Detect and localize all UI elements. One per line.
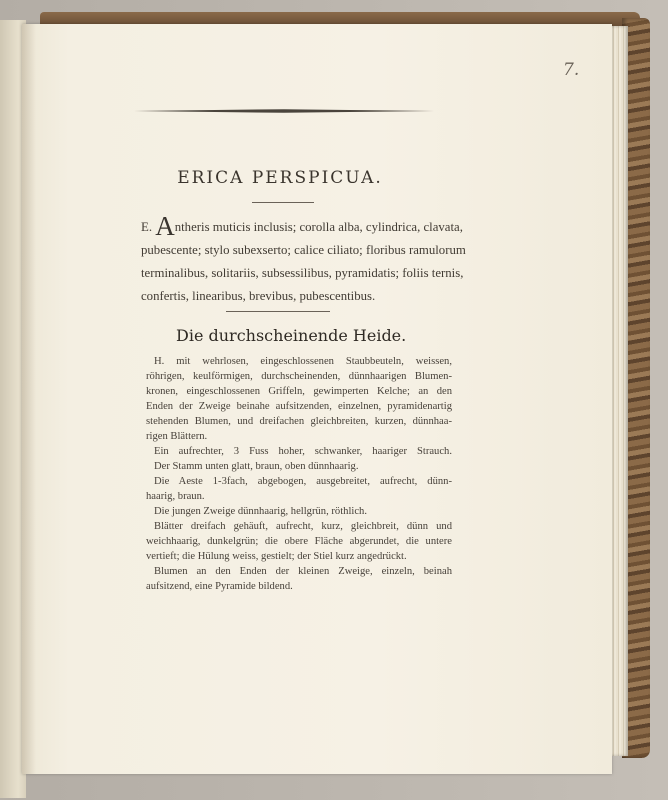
german-line: kronen, eingeschlossenen Griffeln, gewimperten Kelche; an den [146, 386, 452, 397]
german-line: Enden der Zweige beinahe aufsitzenden, einzelnen, pyramidenartig [146, 401, 452, 412]
latin-line-1: E. Antheris muticis inclusis; corolla alba, cylindrica, clavata, [141, 211, 463, 241]
german-line: Blumen an den Enden der kleinen Zweige, einzeln, beinah [154, 566, 452, 577]
ornamental-rule [134, 108, 434, 114]
latin-initial: A [155, 211, 175, 241]
page-gutter-shadow [22, 24, 36, 774]
german-line: rigen Blättern. [146, 431, 208, 442]
german-line: Blätter dreifach gehäuft, aufrecht, kurz, gleichbreit, dünn und [154, 521, 452, 532]
german-line: Die Aeste 1-3fach, abgebogen, ausgebreitet, aufrecht, dünn- [154, 476, 452, 487]
latin-description [141, 211, 466, 308]
german-description [146, 354, 452, 594]
german-line: vertieft; die Hülung weiss, gestielt; der Stiel kurz angedrückt. [146, 551, 407, 562]
latin-line-3: terminalibus, solitariis, subsessilibus, pyramidatis; foliis ternis, [141, 266, 464, 280]
german-line: Der Stamm unten glatt, braun, oben dünnhaarig. [154, 461, 359, 472]
german-line: Die jungen Zweige dünnhaarig, hellgrün, röthlich. [154, 506, 367, 517]
german-line: haarig, braun. [146, 491, 205, 502]
section-rule [226, 311, 330, 312]
german-line: stehenden Blumen, und dreifachen gleichbreiten, kurzen, dünnhaa- [146, 416, 452, 427]
species-title: ERICA PERSPICUA. [177, 168, 383, 188]
latin-line-4: confertis, linearibus, brevibus, pubescentibus. [141, 289, 376, 303]
german-line: röhrigen, keulförmigen, durchscheinenden, dünnhaarigen Blumen- [146, 371, 452, 382]
title-rule [252, 202, 314, 203]
german-title: Die durchscheinende Heide. [176, 326, 407, 345]
german-line: aufsitzend, eine Pyramide bildend. [146, 581, 293, 592]
latin-line-1-text: ntheris muticis inclusis; corolla alba, cylindrica, clavata, [174, 220, 463, 234]
german-line: H. mit wehrlosen, eingeschlossenen Staubbeuteln, weissen, [154, 356, 452, 367]
latin-line-2: pubescente; stylo subexserto; calice ciliato; floribus ramulorum [141, 243, 466, 257]
german-line: Ein aufrechter, 3 Fuss hoher, schwanker, haariger Strauch. [154, 446, 452, 457]
german-line: weichhaarig, dunkelgrün; die obere Fläche abgerundet, die untere [146, 536, 452, 547]
page-number: 7. [563, 60, 580, 80]
